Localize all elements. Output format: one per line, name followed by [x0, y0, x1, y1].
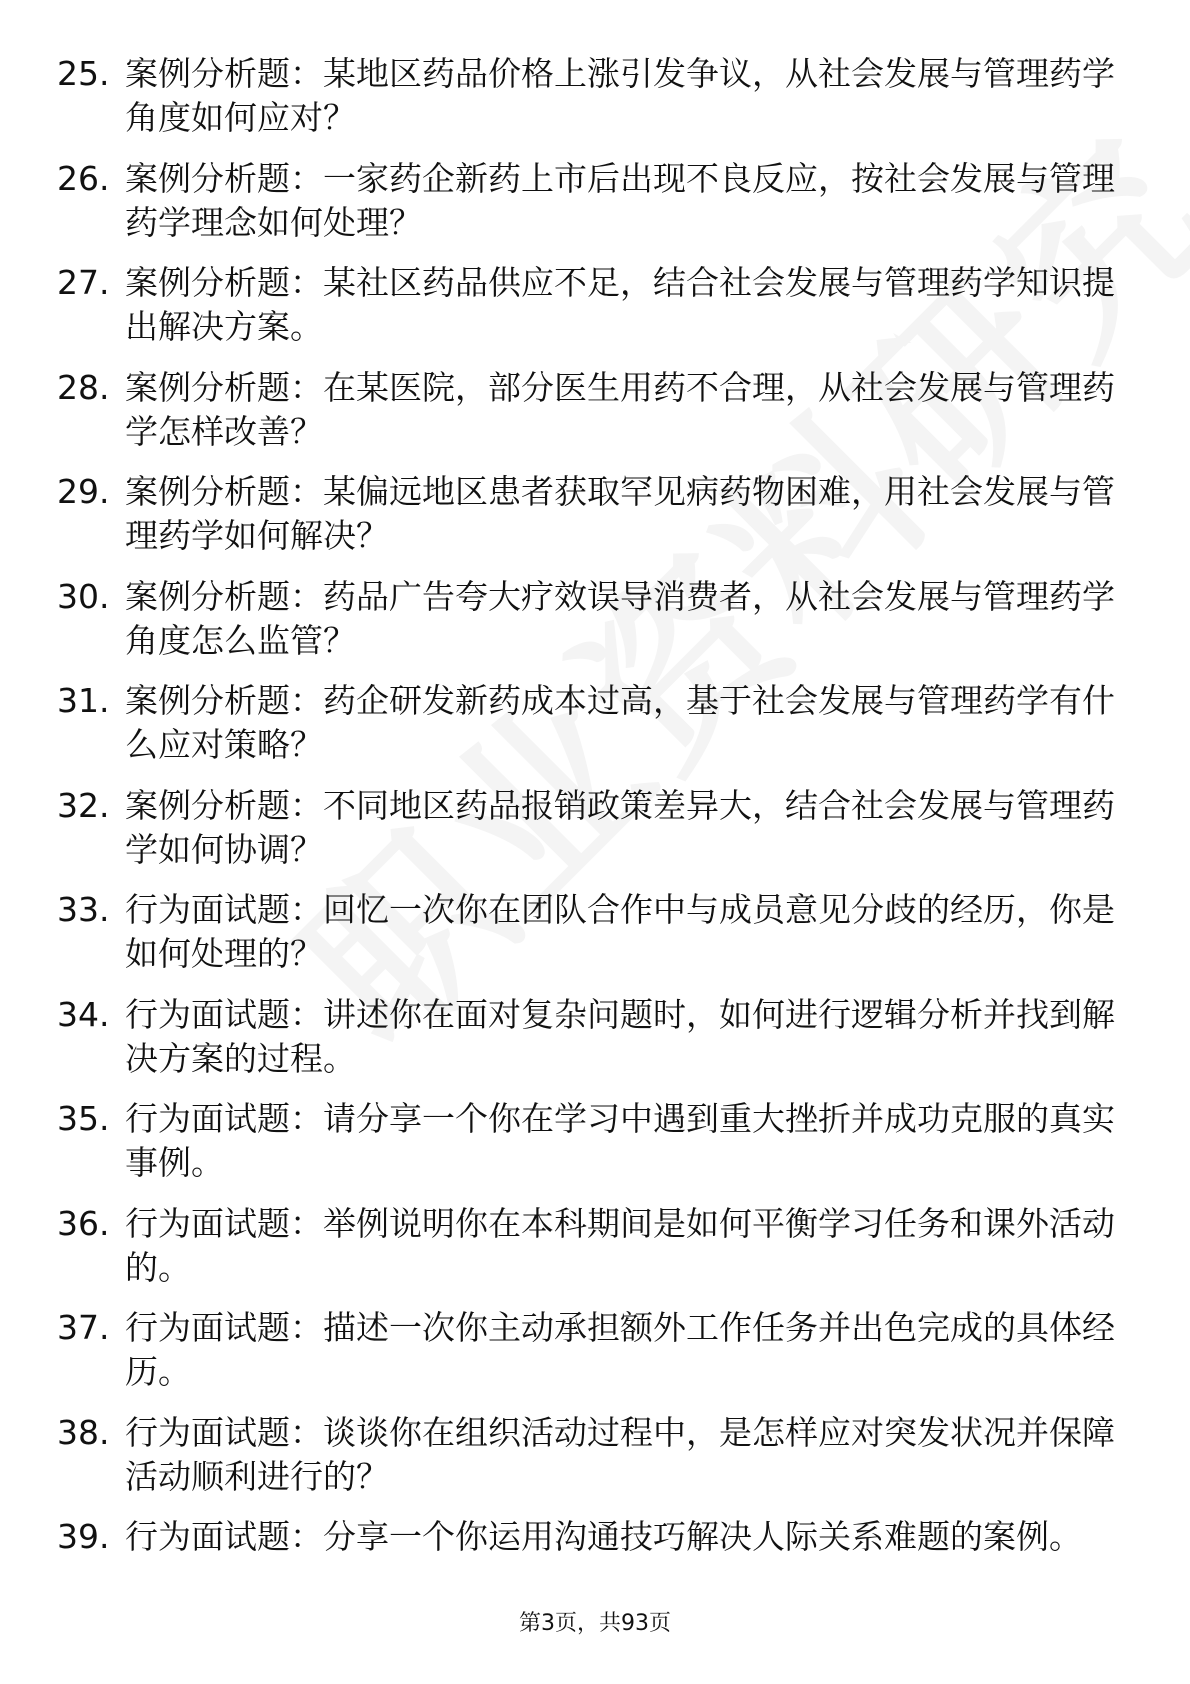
list-item [57, 679, 1117, 767]
question-number: 39. [57, 1517, 110, 1556]
list-item [57, 470, 1117, 558]
question-number: 29. [57, 472, 110, 511]
question-text: 行为面试题：讲述你在面对复杂问题时，如何进行逻辑分析并找到解决方案的过程。 [125, 994, 1115, 1078]
question-list [57, 52, 1117, 1576]
question-number: 32. [57, 785, 110, 825]
list-item [57, 784, 1117, 872]
question-text: 案例分析题：不同地区药品报销政策差异大，结合社会发展与管理药学如何协调？ [125, 785, 1115, 869]
question-text: 案例分析题：一家药企新药上市后出现不良反应，按社会发展与管理药学理念如何处理？ [125, 158, 1115, 242]
question-number: 33. [57, 890, 110, 929]
list-item [57, 1097, 1117, 1185]
page-number: 第3页，共93页 [519, 1611, 671, 1636]
question-text: 案例分析题：某地区药品价格上涨引发争议，从社会发展与管理药学角度如何应对？ [125, 54, 1115, 137]
list-item [57, 52, 1117, 140]
question-number: 34. [57, 994, 110, 1034]
question-text: 案例分析题：在某医院，部分医生用药不合理，从社会发展与管理药学怎样改善？ [125, 367, 1115, 451]
list-item [57, 157, 1117, 245]
list-item [57, 1202, 1117, 1290]
list-item [57, 366, 1117, 454]
question-number: 28. [57, 367, 110, 407]
question-number: 37. [57, 1308, 110, 1347]
question-number: 35. [57, 1099, 110, 1138]
list-item [57, 1306, 1117, 1394]
question-text: 案例分析题：药品广告夸大疗效误导消费者，从社会发展与管理药学角度怎么监管？ [125, 576, 1115, 660]
question-text: 行为面试题：描述一次你主动承担额外工作任务并出色完成的具体经历。 [125, 1308, 1115, 1391]
list-item [57, 575, 1117, 663]
question-text: 案例分析题：某社区药品供应不足，结合社会发展与管理药学知识提出解决方案。 [125, 263, 1115, 346]
question-number: 38. [57, 1412, 110, 1452]
question-number: 36. [57, 1203, 110, 1243]
question-text: 案例分析题：药企研发新药成本过高，基于社会发展与管理药学有什么应对策略？ [125, 681, 1115, 764]
question-text: 行为面试题：谈谈你在组织活动过程中，是怎样应对突发状况并保障活动顺利进行的？ [125, 1412, 1115, 1496]
question-number: 31. [57, 681, 110, 720]
list-item [57, 1411, 1117, 1499]
question-text: 行为面试题：回忆一次你在团队合作中与成员意见分歧的经历，你是如何处理的？ [125, 890, 1115, 973]
question-text: 行为面试题：举例说明你在本科期间是如何平衡学习任务和课外活动的。 [125, 1203, 1115, 1287]
list-item [57, 888, 1117, 976]
question-number: 30. [57, 576, 110, 616]
list-item [57, 261, 1117, 349]
list-item [57, 993, 1117, 1081]
question-text: 行为面试题：分享一个你运用沟通技巧解决人际关系难题的案例。 [125, 1517, 1082, 1556]
question-text: 案例分析题：某偏远地区患者获取罕见病药物困难，用社会发展与管理药学如何解决？ [125, 472, 1115, 555]
question-text: 行为面试题：请分享一个你在学习中遇到重大挫折并成功克服的真实事例。 [125, 1099, 1115, 1182]
question-number: 25. [57, 54, 110, 93]
list-item [57, 1515, 1117, 1559]
question-number: 26. [57, 158, 110, 198]
question-number: 27. [57, 263, 110, 302]
